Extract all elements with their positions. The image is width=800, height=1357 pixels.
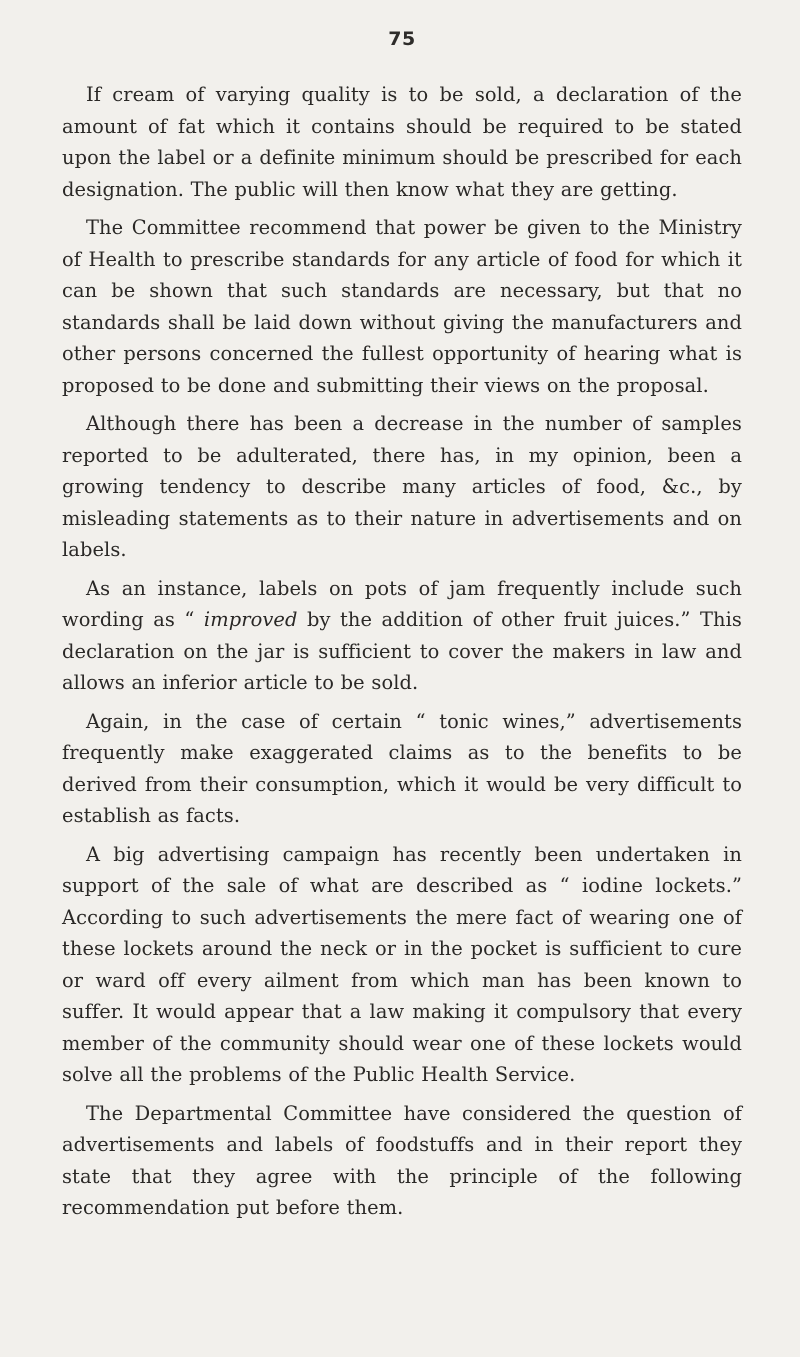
document-page (62, 28, 742, 1231)
jam-text-before: As an instance, labels on pots of jam frequently include such wording as “ (62, 576, 742, 631)
paragraph-iodine-lockets: A big advertising campaign has recently been undertaken in support of the sale of what are described as “ iodine lockets.” According to such advertisements the mere fact of wearing one of these lockets around the neck or in the pocket is sufficient to cure or ward off every ailment from which man has been known to suffer. It would appear that a law making it compulsory that every member of the community should wear one of these lockets would solve all the problems of the Public Health Service. (62, 842, 742, 1086)
page-number: 75 (388, 28, 416, 50)
paragraph-committee-standards: The Committee recommend that power be given to the Ministry of Health to prescribe standards for any article of food for which it can be shown that such standards are necessary, but that no standards shall be laid down without giving the manufacturers and other persons concerned the fullest opportunity of hearing what is proposed to be done and submitting their views on the proposal. (62, 216, 742, 397)
paragraph-departmental-committee: The Departmental Committee have considered the question of advertisements and labels of foodstuffs and in their report they state that they agree with the principle of the following recommendation put before them. (62, 1101, 742, 1219)
paragraph-cream-declaration: If cream of varying quality is to be sold, a declaration of the amount of fat which it contains should be required to be stated upon the label or a definite minimum should be prescribed for each designation. The public will then know what they are getting. (62, 83, 742, 201)
paragraph-misleading-statements: Although there has been a decrease in the number of samples reported to be adulterated, there has, in my opinion, been a growing tendency to describe many articles of food, &c., by misleading statements as to their nature in advertisements and on labels. (62, 412, 742, 561)
paragraph-tonic-wines: Again, in the case of certain “ tonic wines,” advertisements frequently make exaggerated claims as to the benefits to be derived from their consumption, which it would be very difficult to establish as facts. (62, 709, 742, 827)
paragraph-jam-labels (62, 573, 742, 699)
jam-text-after: by the addition of other fruit juices.” This declaration on the jar is sufficient to cover the makers in law and allows an inferior article to be sold. (62, 608, 742, 694)
jam-emphasis-improved: improved (203, 608, 298, 631)
